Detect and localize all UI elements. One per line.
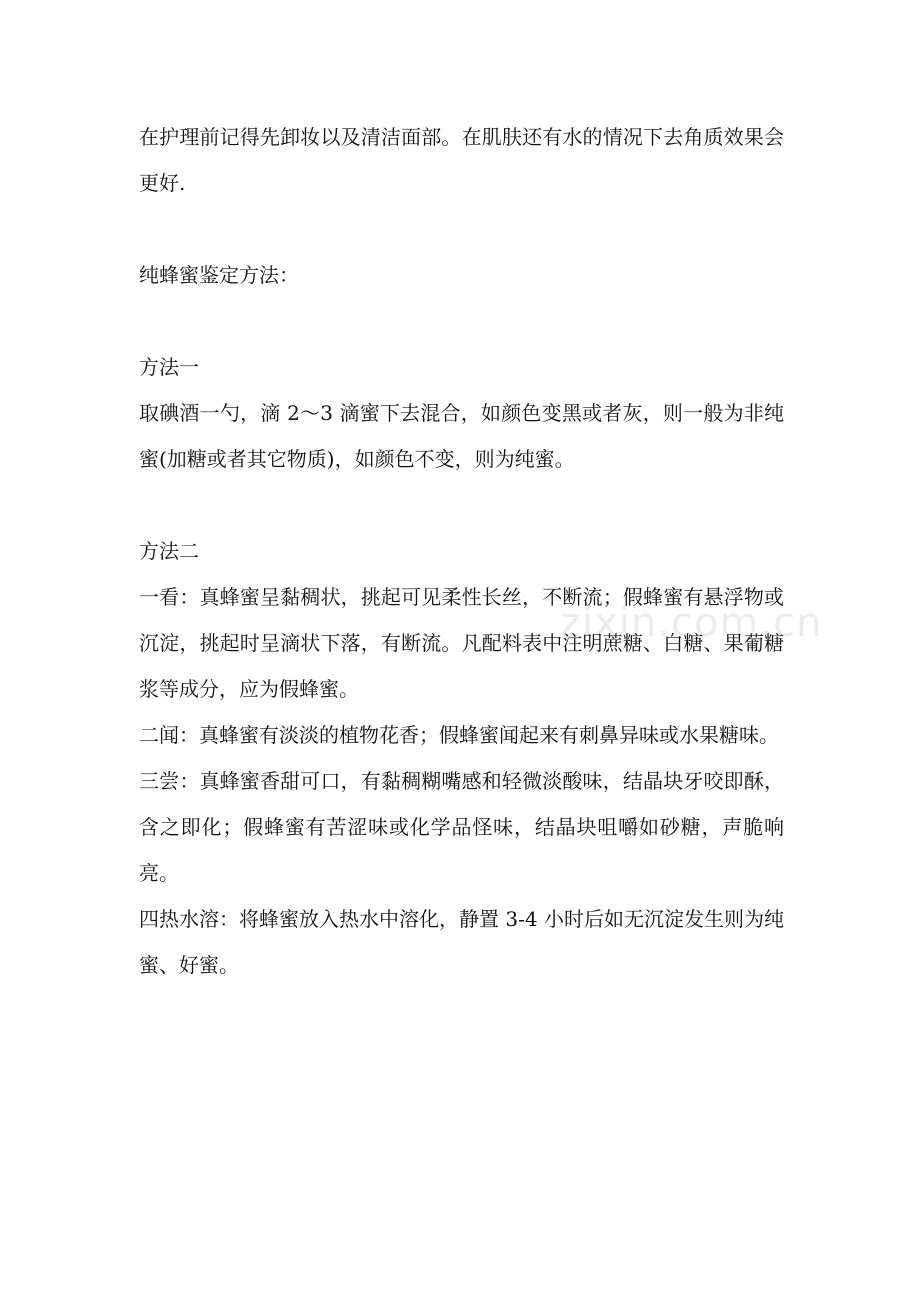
method2-smell: 二闻：真蜂蜜有淡淡的植物花香；假蜂蜜闻起来有刺鼻异味或水果糖味。 — [139, 723, 779, 747]
document-body — [139, 114, 823, 988]
method2-dissolve: 四热水溶：将蜂蜜放入热水中溶化，静置 3-4 小时后如无沉淀发生则为纯蜜、好蜜。 — [139, 907, 784, 977]
spacer — [139, 206, 784, 252]
method2-look: 一看：真蜂蜜呈黏稠状，挑起可见柔性长丝，不断流；假蜂蜜有悬浮物或沉淀，挑起时呈滴状下落，有断流。凡配料表中注明蔗糖、白糖、果葡糖浆等成分，应为假蜂蜜。 — [139, 585, 784, 701]
spacer — [139, 298, 784, 344]
intro-paragraph: 在护理前记得先卸妆以及清洁面部。在肌肤还有水的情况下去角质效果会更好. — [139, 125, 784, 195]
watermark: zixin.com.cn — [560, 600, 823, 646]
method2-title: 方法二 — [139, 539, 199, 563]
section-title: 纯蜂蜜鉴定方法： — [139, 263, 299, 287]
spacer — [139, 482, 784, 528]
method1-text: 取碘酒一勺，滴 2～3 滴蜜下去混合，如颜色变黑或者灰，则一般为非纯蜜(加糖或者其它物质)，如颜色不变，则为纯蜜。 — [139, 401, 784, 471]
method1-title: 方法一 — [139, 355, 199, 379]
method2-taste: 三尝：真蜂蜜香甜可口，有黏稠糊嘴感和轻微淡酸味，结晶块牙咬即酥，含之即化；假蜂蜜有苦涩味或化学品怪味，结晶块咀嚼如砂糖，声脆响亮。 — [139, 769, 784, 885]
